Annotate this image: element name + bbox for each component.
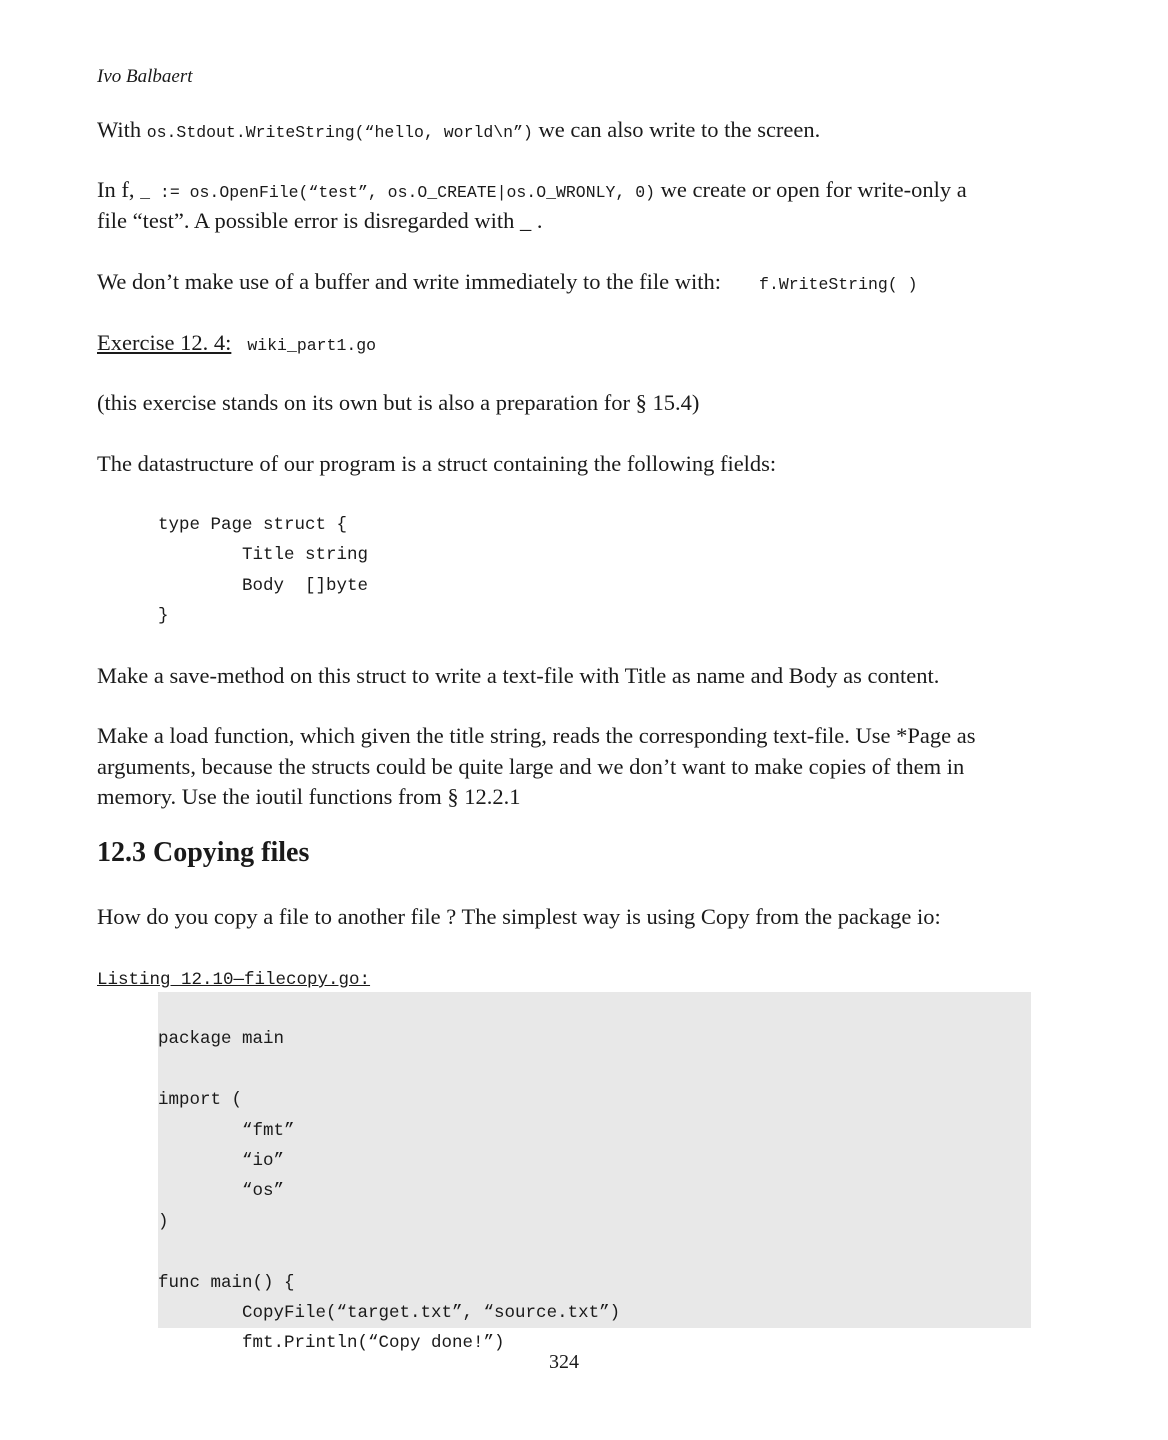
exercise-line [97, 328, 376, 361]
code-line: } [158, 606, 169, 627]
inline-code: _ := os.OpenFile(“test”, os.O_CREATE|os.O_WRONLY, 0) [140, 183, 656, 202]
text: With [97, 117, 147, 142]
struct-code-block [158, 510, 368, 632]
paragraph-writestring [97, 267, 917, 300]
code-line: package main [158, 1029, 285, 1050]
paragraph-load-1: Make a load function, which given the title string, reads the corresponding text-file. Use *Page as [97, 723, 976, 748]
text: we create or open for write-only a [655, 177, 967, 202]
inline-code: f.WriteString( ) [759, 275, 918, 294]
code-listing [158, 994, 620, 1389]
text: In f, [97, 177, 141, 202]
inline-code: os.Stdout.WriteString(“hello, world\n”) [146, 123, 533, 142]
paragraph-openfile [97, 175, 967, 208]
code-line: CopyFile(“target.txt”, “source.txt”) [158, 1303, 621, 1324]
code-line: ) [158, 1211, 169, 1232]
text: We don’t make use of a buffer and write immediately to the file with: [97, 269, 722, 294]
code-line: “io” [158, 1151, 285, 1172]
paragraph-load-3: memory. Use the ioutil functions from § 12.2.1 [97, 784, 521, 809]
code-line: “fmt” [158, 1120, 295, 1141]
paragraph-datastructure: The datastructure of our program is a struct containing the following fields: [97, 451, 777, 476]
paragraph-save-method: Make a save-method on this struct to write a text-file with Title as name and Body as content. [97, 663, 940, 688]
paragraph-load-2: arguments, because the structs could be quite large and we don’t want to make copies of them in [97, 754, 965, 779]
code-line: “os” [158, 1181, 285, 1202]
paragraph-note: (this exercise stands on its own but is also a preparation for § 15.4) [97, 390, 700, 415]
section-heading: 12.3 Copying files [97, 837, 310, 868]
paragraph-copy: How do you copy a file to another file ? The simplest way is using Copy from the package io: [97, 904, 941, 929]
code-line [158, 1055, 620, 1085]
exercise-label: Exercise 12. 4: [97, 330, 232, 355]
exercise-file: wiki_part1.go [247, 336, 377, 355]
listing-caption: Listing 12.10—filecopy.go: [97, 970, 371, 990]
page-number: 324 [549, 1351, 579, 1373]
code-line [158, 1237, 620, 1267]
code-line: import ( [158, 1090, 243, 1111]
code-line: Body []byte [158, 575, 369, 596]
code-line: type Page struct { [158, 515, 348, 535]
paragraph-stdout [97, 115, 820, 148]
text: we can also write to the screen. [532, 117, 821, 142]
code-line: fmt.Println(“Copy done!”) [158, 1333, 505, 1354]
code-line: func main() { [158, 1272, 295, 1293]
code-line: Title string [158, 545, 369, 566]
paragraph-openfile-line2: file “test”. A possible error is disregarded with _ . [97, 208, 543, 233]
running-header-author: Ivo Balbaert [97, 66, 193, 87]
